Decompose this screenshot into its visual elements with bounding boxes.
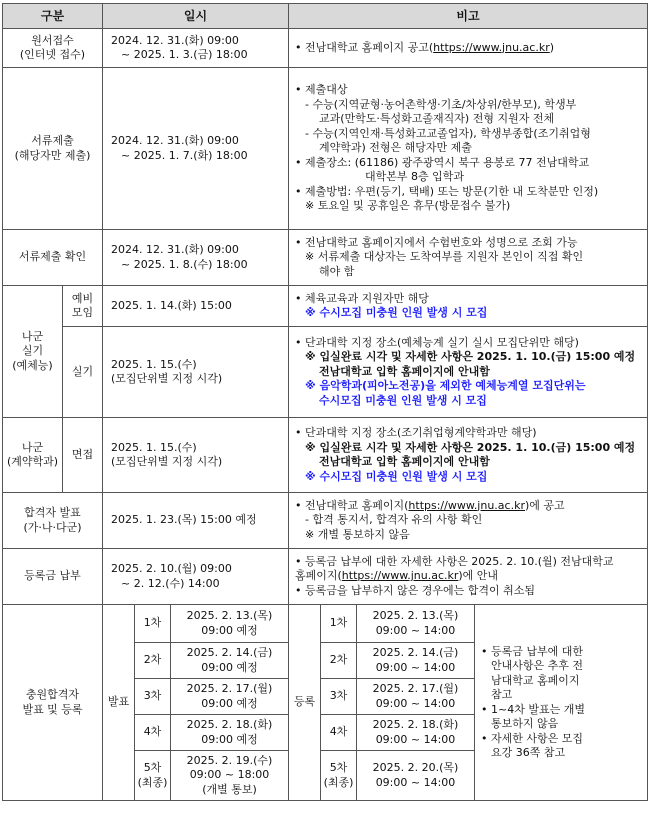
register-date: 2025. 2. 20.(목) xyxy=(372,761,459,774)
group-label: (계약학과) xyxy=(6,455,59,468)
register-date: 2025. 2. 13.(목) xyxy=(372,609,459,622)
note-line: ※ 개별 통보하지 않음 xyxy=(305,527,410,541)
row-interview xyxy=(3,418,648,493)
header-category: 구분 xyxy=(3,4,103,29)
round-number: 3차 xyxy=(321,679,357,715)
note-line: - 합격 통지서, 합격자 유의 사항 확인 xyxy=(305,513,483,527)
homepage-link[interactable]: https://www.jnu.ac.kr xyxy=(433,40,550,54)
announce-date: 2025. 2. 17.(월) xyxy=(186,682,273,695)
side-note: 남대학교 홈페이지 xyxy=(491,673,580,687)
row-label: 충원합격자 xyxy=(25,688,80,701)
group-label: 나군 xyxy=(21,440,44,454)
round-number: 1차 xyxy=(135,605,171,643)
date: 2025. 1. 15.(수) xyxy=(111,357,197,371)
note-line: • 단과대학 지정 장소(조기취업형계약학과만 해당) xyxy=(295,426,537,439)
sub-label: 면접 xyxy=(63,418,103,493)
round-row xyxy=(3,605,648,643)
announce-time: 09:00 예정 xyxy=(201,696,258,710)
note-end: )에 공고 xyxy=(525,498,565,512)
register-date: 2025. 2. 17.(월) xyxy=(372,682,459,695)
round-final: (최종) xyxy=(137,775,168,789)
row-label: 서류제출 확인 xyxy=(3,230,103,286)
note-highlight: 수시모집 미충원 인원 발생 시 모집 xyxy=(319,393,487,407)
register-date: 2025. 2. 18.(화) xyxy=(372,718,459,731)
note-highlight: ※ 수시모집 미충원 인원 발생 시 모집 xyxy=(305,469,488,483)
announce-date: 2025. 2. 13.(목) xyxy=(186,609,273,622)
round-number: 4차 xyxy=(135,715,171,751)
note-bold: ※ 입실완료 시각 및 자세한 사항은 2025. 1. 10.(금) 15:00 예정 xyxy=(305,440,636,454)
row-label: 서류제출 xyxy=(31,134,74,147)
note-line: ※ 토요일 및 공휴일은 휴무(방문접수 불가) xyxy=(305,199,511,213)
date-start: 2025. 2. 10.(월) 09:00 xyxy=(111,562,232,575)
row-tuition xyxy=(3,549,648,605)
note: • 전남대학교 홈페이지( xyxy=(295,498,409,512)
round-number: 3차 xyxy=(135,679,171,715)
group-label: 실기 xyxy=(21,344,44,358)
row-label-sub: (가·나·다군) xyxy=(23,520,82,534)
announce-date: 2025. 2. 18.(화) xyxy=(186,718,273,731)
note-line: 대학본부 8층 입학과 xyxy=(365,170,464,184)
row-documents xyxy=(3,68,648,230)
register-time: 09:00 ~ 14:00 xyxy=(375,775,456,789)
note-line: 해야 함 xyxy=(319,264,355,278)
note-line: 교과(만학도·특성화고졸재직자) 전형 지원자 전체 xyxy=(319,112,555,126)
note-line: • 제출대상 xyxy=(295,83,348,97)
announce-time: 09:00 예정 xyxy=(201,623,258,637)
side-note: 안내사항은 추후 전 xyxy=(491,659,584,672)
register-time: 09:00 ~ 14:00 xyxy=(375,660,456,674)
announce-time: 09:00 ~ 18:00 xyxy=(189,768,270,782)
sub-label: 모임 xyxy=(71,306,94,319)
date-start: 2024. 12. 31.(화) 09:00 xyxy=(111,243,239,256)
round-number: 4차 xyxy=(321,715,357,751)
note-line: • 체육교육과 지원자만 해당 xyxy=(295,291,429,305)
date: 2025. 1. 15.(수) xyxy=(111,440,197,454)
date-end: ~ 2025. 1. 7.(화) 18:00 xyxy=(121,148,248,162)
note-end: )에 안내 xyxy=(458,569,499,583)
register-label: 등록 xyxy=(289,605,321,801)
row-label: 원서접수 xyxy=(31,33,74,47)
homepage-link[interactable]: https://www.jnu.ac.kr xyxy=(341,569,459,583)
note-highlight: ※ 음악학과(피아노전공)을 제외한 예체능계열 모집단위는 xyxy=(305,379,586,393)
sub-label: 예비 xyxy=(71,291,94,305)
note-line: • 단과대학 지정 장소(예체능계 실기 실시 모집단위만 해당) xyxy=(295,335,579,349)
row-label: 합격자 발표 xyxy=(24,506,81,519)
round-number: 5차 xyxy=(143,761,162,774)
schedule-table xyxy=(2,3,648,801)
sub-label: 실기 xyxy=(63,327,103,418)
note-line: • 등록금 납부에 대한 자세한 사항은 2025. 2. 10.(월) 전남대학교 xyxy=(295,554,614,568)
date-end: ~ 2025. 1. 8.(수) 18:00 xyxy=(121,257,248,271)
note-line: 계약학과) 전형은 해당자만 제출 xyxy=(319,141,472,155)
announce-time: 09:00 예정 xyxy=(201,660,258,674)
date: 2025. 1. 14.(화) 15:00 xyxy=(103,286,289,327)
announce-date: 2025. 2. 14.(금) xyxy=(186,646,273,659)
side-note: • 1~4차 발표는 개별 xyxy=(481,702,585,716)
header-datetime: 일시 xyxy=(103,4,289,29)
date-sub: (모집단위별 지정 시각) xyxy=(111,455,223,468)
note-line: • 제출방법: 우편(등기, 택배) 또는 방문(기한 내 도착분만 인정) xyxy=(295,184,599,198)
row-label-sub: (해당자만 제출) xyxy=(14,148,91,162)
side-note: • 자세한 사항은 모집 xyxy=(481,731,583,745)
announce-date: 2025. 2. 19.(수) xyxy=(186,753,273,767)
row-label-sub: (인터넷 접수) xyxy=(19,48,86,61)
round-number: 1차 xyxy=(321,605,357,643)
date-start: 2024. 12. 31.(화) 09:00 xyxy=(111,33,239,47)
announce-time: 09:00 예정 xyxy=(201,732,258,746)
announce-label: 발표 xyxy=(103,605,135,801)
announce-note: (개별 통보) xyxy=(202,782,257,796)
note-line: • 제출장소: (61186) 광주광역시 북구 용봉로 77 전남대학교 xyxy=(295,155,590,169)
note-line: - 수능(지역인재·특성화고교졸업자), 학생부종합(조기취업형 xyxy=(305,126,591,140)
row-pre-meeting xyxy=(3,286,648,327)
register-time: 09:00 ~ 14:00 xyxy=(375,696,456,710)
row-doc-check xyxy=(3,230,648,286)
note-bold: 전남대학교 입학 홈페이지에 안내함 xyxy=(319,455,490,468)
date-sub: (모집단위별 지정 시각) xyxy=(111,372,223,385)
note-bold: 전남대학교 입학 홈페이지에 안내함 xyxy=(319,364,490,378)
row-application xyxy=(3,29,648,68)
row-label-sub: 발표 및 등록 xyxy=(22,702,83,716)
side-note: 요강 36쪽 참고 xyxy=(491,746,566,759)
side-note: 참고 xyxy=(491,688,513,701)
note: • 전남대학교 홈페이지 공고( xyxy=(295,40,434,54)
header-notes: 비고 xyxy=(289,4,648,29)
register-time: 09:00 ~ 14:00 xyxy=(375,623,456,637)
side-note: 통보하지 않음 xyxy=(491,717,559,730)
note-line: • 등록금을 납부하지 않은 경우에는 합격이 취소됨 xyxy=(295,583,535,597)
round-number: 2차 xyxy=(321,643,357,679)
register-time: 09:00 ~ 14:00 xyxy=(375,732,456,746)
round-number: 5차 xyxy=(329,761,348,774)
note-end: ) xyxy=(549,40,555,54)
date-end: ~ 2025. 1. 3.(금) 18:00 xyxy=(121,48,248,61)
register-date: 2025. 2. 14.(금) xyxy=(372,646,459,659)
note-line: ※ 서류제출 대상자는 도착여부를 지원자 본인이 직접 확인 xyxy=(305,250,584,264)
note: 홈페이지( xyxy=(295,569,342,583)
row-label: 등록금 납부 xyxy=(3,549,103,605)
note-bold: ※ 입실완료 시각 및 자세한 사항은 2025. 1. 10.(금) 15:00 예정 xyxy=(305,350,636,364)
note-highlight: ※ 수시모집 미충원 인원 발생 시 모집 xyxy=(305,306,488,319)
homepage-link[interactable]: https://www.jnu.ac.kr xyxy=(408,498,525,512)
date: 2025. 1. 23.(목) 15:00 예정 xyxy=(103,493,289,549)
side-note: • 등록금 납부에 대한 xyxy=(481,644,583,658)
date-end: ~ 2. 12.(수) 14:00 xyxy=(121,576,220,590)
group-label: 나군 xyxy=(21,329,44,343)
note-line: - 수능(지역균형·농어촌학생·기초/차상위/한부모), 학생부 xyxy=(305,97,577,111)
round-number: 2차 xyxy=(135,643,171,679)
row-practical xyxy=(3,327,648,418)
row-result xyxy=(3,493,648,549)
group-label: (예체능) xyxy=(12,358,53,372)
round-final: (최종) xyxy=(323,775,354,789)
note-line: • 전남대학교 홈페이지에서 수험번호와 성명으로 조회 가능 xyxy=(295,235,578,249)
date-start: 2024. 12. 31.(화) 09:00 xyxy=(111,134,239,147)
